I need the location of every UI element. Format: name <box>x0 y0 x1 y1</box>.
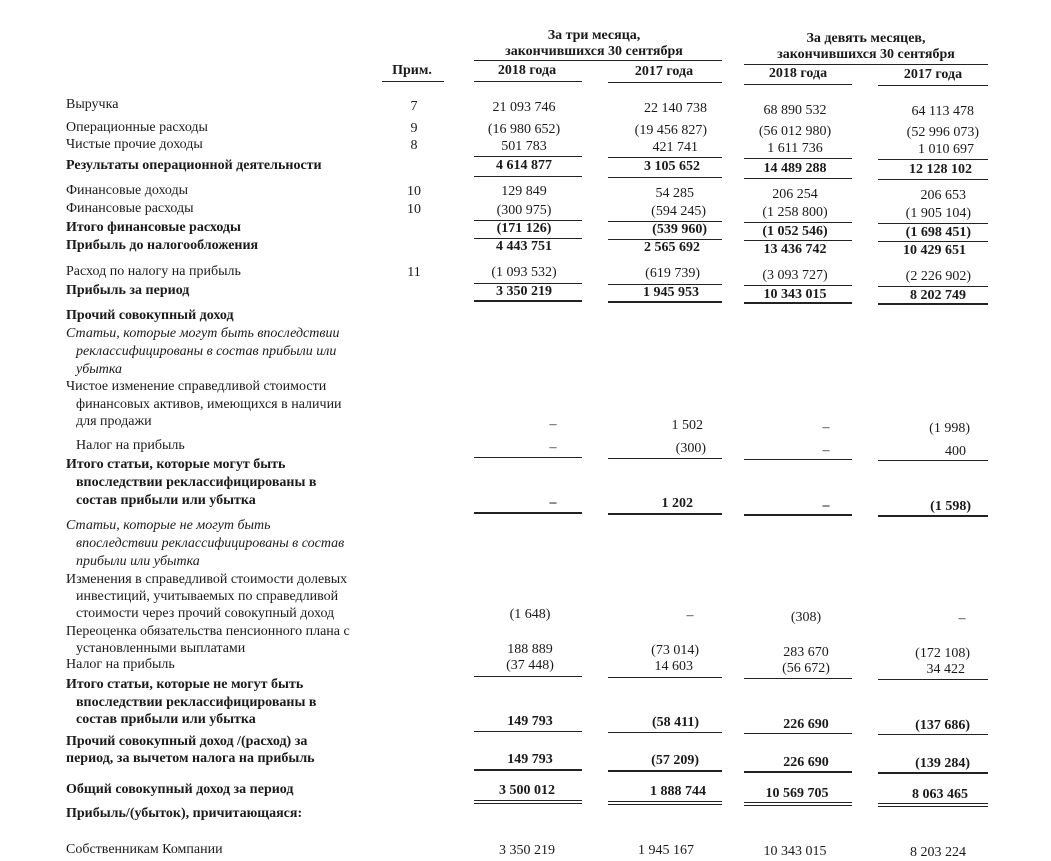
val-fin-total-2017-q: (539 960) <box>652 222 707 237</box>
rule-oci-net-bottom-q18 <box>474 769 582 771</box>
rule-nonreclass-total-q17 <box>608 677 722 678</box>
rule-reclass-total-bottom-q18 <box>474 512 582 514</box>
rule-op-result-bottom-q17 <box>608 177 722 178</box>
rule-op-result-9m17 <box>878 159 988 160</box>
header-three-months-line2: закончившихся 30 сентября <box>505 44 683 59</box>
header-underline-2017-9m <box>878 85 988 86</box>
rule-reclass-total-q17 <box>608 458 722 459</box>
val-fin-expense-2017-9m: (1 905 104) <box>905 206 971 221</box>
header-nine-months-line1: За девять месяцев, <box>806 31 926 46</box>
val-equity-fv-2018-9m: (308) <box>790 610 822 625</box>
val-fin-income-2018-9m: 206 254 <box>772 187 818 202</box>
val-total-ci-2018-q: 3 500 012 <box>499 783 555 798</box>
row-label-equity-fv-line1: Изменения в справедливой стоимости долевых <box>66 572 348 587</box>
val-equity-fv-2017-9m: – <box>958 611 966 626</box>
val-tax-2018-q: (1 093 532) <box>491 265 557 280</box>
val-total-ci-2018-9m: 10 569 705 <box>765 786 829 801</box>
rule-oci-net-9m17 <box>878 734 988 735</box>
header-underline-2018-q <box>474 81 582 82</box>
rule-reclass-total-q18 <box>474 457 582 458</box>
val-tax-afs-2018-q: – <box>549 440 557 455</box>
val-profit-2017-q: 1 945 953 <box>643 285 699 300</box>
val-fair-value-afs-2017-9m: (1 998) <box>929 421 970 436</box>
row-label-oci-net-line2: период, за вычетом налога на прибыль <box>66 751 315 766</box>
rule-reclass-total-bottom-9m17 <box>878 515 988 517</box>
row-label-op-result: Результаты операционной деятельности <box>66 158 322 173</box>
val-nonreclass-total-2017-9m: (137 686) <box>915 718 970 733</box>
row-label-reclass-total-line3: состав прибыли или убытка <box>76 493 256 508</box>
row-label-opex: Операционные расходы <box>66 120 208 135</box>
rule-nonreclass-total-q18 <box>474 676 582 677</box>
row-label-reclass-total-line1: Итого статьи, которые могут быть <box>66 457 286 472</box>
val-tax-nonreclass-2017-9m: 34 422 <box>926 662 965 677</box>
col-header-2017-9m: 2017 года <box>903 67 963 82</box>
rule-op-result-q18 <box>474 156 582 157</box>
val-tax-nonreclass-2018-9m: (56 672) <box>782 661 830 676</box>
row-label-tax-afs: Налог на прибыль <box>76 438 185 453</box>
val-fin-total-2017-9m: (1 698 451) <box>905 225 971 240</box>
rule-profit-bottom-9m17 <box>878 303 988 305</box>
val-total-ci-2017-q: 1 888 744 <box>650 784 706 799</box>
val-nonreclass-total-2018-q: 149 793 <box>507 714 553 729</box>
val-owners-2018-q: 3 350 219 <box>499 843 555 858</box>
row-label-fin-expense: Финансовые расходы <box>66 201 194 216</box>
row-label-other-income: Чистые прочие доходы <box>66 137 203 152</box>
val-pension-2017-9m: (172 108) <box>915 646 970 661</box>
row-label-reclass-total-line2: впоследствии реклассифицированы в <box>76 475 317 490</box>
rule-oci-net-bottom-q17 <box>608 770 722 772</box>
row-label-tax-nonreclass: Налог на прибыль <box>66 657 175 672</box>
val-tax-nonreclass-2018-q: (37 448) <box>506 658 554 673</box>
header-underline-2018-9m <box>744 84 852 85</box>
val-fin-income-2017-q: 54 285 <box>655 186 694 201</box>
val-fin-total-2018-q: (171 126) <box>496 221 552 236</box>
col-header-2017-q: 2017 года <box>634 64 694 79</box>
val-total-ci-2017-9m: 8 063 465 <box>912 787 968 802</box>
val-other-income-2018-q: 501 783 <box>501 139 547 154</box>
val-reclass-total-2018-q: – <box>549 495 557 510</box>
val-fin-income-2018-q: 129 849 <box>501 184 547 199</box>
val-opex-2018-q: (16 980 652) <box>487 122 561 137</box>
row-label-total-ci: Общий совокупный доход за период <box>66 782 294 797</box>
val-op-result-2018-9m: 14 489 288 <box>763 161 827 176</box>
val-fair-value-afs-2018-q: – <box>549 417 557 432</box>
val-fin-expense-2017-q: (594 245) <box>651 204 706 219</box>
rule-total-ci-a-9m18 <box>744 802 852 803</box>
val-fin-expense-2018-9m: (1 258 800) <box>762 205 828 220</box>
val-pension-2018-q: 188 889 <box>507 642 553 657</box>
val-owners-2017-9m: 8 203 224 <box>910 845 966 860</box>
row-label-pension-line2: установленными выплатами <box>76 641 246 656</box>
row-label-equity-fv-line3: стоимости через прочий совокупный доход <box>76 606 335 621</box>
val-op-result-2017-9m: 12 128 102 <box>909 162 972 177</box>
val-owners-2018-9m: 10 343 015 <box>763 844 827 859</box>
subsection-reclass-line3: убытка <box>76 362 123 377</box>
rule-nonreclass-total-9m17 <box>878 679 988 680</box>
section-title-attributable: Прибыль/(убыток), причитающаяся: <box>66 806 303 821</box>
rule-total-ci-a-9m17 <box>878 803 988 804</box>
rule-total-ci-b-q18 <box>474 803 582 804</box>
row-label-nonreclass-total-line3: состав прибыли или убытка <box>76 712 256 727</box>
val-fair-value-afs-2018-9m: – <box>822 420 830 435</box>
row-label-nonreclass-total-line2: впоследствии реклассифицированы в <box>76 695 317 710</box>
subsection-reclass-line2: реклассифицированы в состав прибыли или <box>76 344 337 359</box>
val-other-income-2017-q: 421 741 <box>652 140 698 155</box>
val-oci-net-2018-q: 149 793 <box>507 752 553 767</box>
val-tax-2017-9m: (2 226 902) <box>905 269 971 284</box>
rule-oci-net-bottom-9m18 <box>744 771 852 773</box>
row-label-fair-value-afs-line1: Чистое изменение справедливой стоимости <box>66 379 327 394</box>
header-rule-nine-months <box>744 64 988 65</box>
rule-pretax-9m17 <box>878 241 988 242</box>
row-label-owners: Собственникам Компании <box>66 842 223 857</box>
val-pension-2018-9m: 283 670 <box>783 645 829 660</box>
val-opex-2017-9m: (52 996 073) <box>906 125 979 140</box>
row-label-pension-line1: Переоценка обязательства пенсионного плана с <box>66 624 350 639</box>
rule-oci-net-9m18 <box>744 733 852 734</box>
val-oci-net-2018-9m: 226 690 <box>783 755 829 770</box>
val-profit-2018-q: 3 350 219 <box>496 284 552 299</box>
rule-profit-9m17 <box>878 286 988 287</box>
rule-fin-total-9m18 <box>744 222 852 223</box>
val-tax-afs-2018-9m: – <box>822 443 830 458</box>
rule-total-ci-a-q17 <box>608 801 722 802</box>
val-reclass-total-2017-q: 1 202 <box>661 496 693 511</box>
rule-op-result-bottom-q18 <box>474 176 582 177</box>
header-underline-2017-q <box>608 82 722 83</box>
val-fin-total-2018-9m: (1 052 546) <box>762 224 828 239</box>
val-nonreclass-total-2017-q: (58 411) <box>651 715 699 730</box>
rule-profit-bottom-9m18 <box>744 302 852 304</box>
rule-reclass-total-bottom-q17 <box>608 513 722 515</box>
row-label-equity-fv-line2: инвестиций, учитываемых по справедливой <box>76 589 339 604</box>
col-header-2018-9m: 2018 года <box>768 66 828 81</box>
rule-profit-bottom-q18 <box>474 300 582 302</box>
row-label-fair-value-afs-line3: для продажи <box>76 414 152 429</box>
val-fin-income-2017-9m: 206 653 <box>920 188 966 203</box>
val-pension-2017-q: (73 014) <box>651 643 699 658</box>
note-opex: 9 <box>410 121 418 136</box>
rule-oci-net-bottom-9m17 <box>878 772 988 774</box>
val-fin-expense-2018-q: (300 975) <box>496 203 552 218</box>
val-tax-nonreclass-2017-q: 14 603 <box>654 659 693 674</box>
subsection-nonreclass-line2: впоследствии реклассифицированы в состав <box>76 536 345 551</box>
rule-total-ci-a-q18 <box>474 800 582 801</box>
val-oci-net-2017-q: (57 209) <box>651 753 699 768</box>
section-title-oci: Прочий совокупный доход <box>66 308 234 323</box>
rule-reclass-total-bottom-9m18 <box>744 514 852 516</box>
val-profit-2018-9m: 10 343 015 <box>763 287 827 302</box>
val-oci-net-2017-9m: (139 284) <box>915 756 970 771</box>
row-label-oci-net-line1: Прочий совокупный доход /(расход) за <box>66 734 308 749</box>
row-label-profit: Прибыль за период <box>66 283 190 298</box>
val-tax-afs-2017-9m: 400 <box>945 444 966 459</box>
rule-nonreclass-total-9m18 <box>744 678 852 679</box>
row-label-nonreclass-total-line1: Итого статьи, которые не могут быть <box>66 677 304 692</box>
row-label-fin-income: Финансовые доходы <box>66 183 189 198</box>
rule-op-result-9m18 <box>744 158 852 159</box>
val-nonreclass-total-2018-9m: 226 690 <box>783 717 829 732</box>
note-fin-income: 10 <box>407 184 421 199</box>
col-header-2018-q: 2018 года <box>497 63 557 78</box>
val-other-income-2017-9m: 1 010 697 <box>918 142 974 157</box>
val-op-result-2017-q: 3 105 652 <box>644 159 700 174</box>
header-three-months-line1: За три месяца, <box>547 28 641 43</box>
rule-op-result-bottom-9m18 <box>744 178 852 179</box>
val-revenue-2017-9m: 64 113 478 <box>911 104 974 119</box>
val-revenue-2018-q: 21 093 746 <box>492 100 556 115</box>
val-reclass-total-2018-9m: – <box>822 498 830 513</box>
rule-oci-net-q18 <box>474 731 582 732</box>
val-tax-2017-q: (619 739) <box>645 266 700 281</box>
rule-profit-9m18 <box>744 285 852 286</box>
val-tax-2018-9m: (3 093 727) <box>762 268 828 283</box>
val-fair-value-afs-2017-q: 1 502 <box>671 418 703 433</box>
val-opex-2018-9m: (56 012 980) <box>758 124 832 139</box>
row-label-tax: Расход по налогу на прибыль <box>66 264 241 279</box>
subsection-reclass-line1: Статьи, которые могут быть впоследствии <box>66 326 340 341</box>
row-label-pretax: Прибыль до налогообложения <box>66 238 259 253</box>
val-pretax-2018-q: 4 443 751 <box>496 239 552 254</box>
row-label-fair-value-afs-line2: финансовых активов, имеющихся в наличии <box>76 397 342 412</box>
val-revenue-2018-9m: 68 890 532 <box>763 103 827 118</box>
subsection-nonreclass-line1: Статьи, которые не могут быть <box>66 518 271 533</box>
header-underline-note <box>382 81 444 82</box>
rule-reclass-total-9m18 <box>744 459 852 460</box>
rule-op-result-bottom-9m17 <box>878 179 988 180</box>
val-pretax-2017-9m: 10 429 651 <box>903 243 966 258</box>
row-label-revenue: Выручка <box>66 97 119 112</box>
row-label-fin-total: Итого финансовые расходы <box>66 220 241 235</box>
rule-reclass-total-9m17 <box>878 460 988 461</box>
val-revenue-2017-q: 22 140 738 <box>644 101 707 116</box>
rule-total-ci-b-9m18 <box>744 805 852 806</box>
note-tax: 11 <box>407 265 421 280</box>
val-profit-2017-9m: 8 202 749 <box>910 288 966 303</box>
header-rule-three-months <box>474 60 722 61</box>
note-fin-expense: 10 <box>407 202 421 217</box>
val-owners-2017-q: 1 945 167 <box>638 843 694 858</box>
rule-total-ci-b-9m17 <box>878 806 988 807</box>
rule-profit-bottom-q17 <box>608 301 722 303</box>
note-other-income: 8 <box>410 138 418 153</box>
rule-fin-total-9m17 <box>878 223 988 224</box>
val-equity-fv-2017-q: – <box>686 608 694 623</box>
val-tax-afs-2017-q: (300) <box>675 441 706 456</box>
rule-total-ci-b-q17 <box>608 804 722 805</box>
val-reclass-total-2017-9m: (1 598) <box>930 499 971 514</box>
val-pretax-2017-q: 2 565 692 <box>644 240 700 255</box>
header-nine-months-line2: закончившихся 30 сентября <box>777 47 955 62</box>
rule-op-result-q17 <box>608 157 722 158</box>
val-op-result-2018-q: 4 614 877 <box>496 158 552 173</box>
note-revenue: 7 <box>410 99 418 114</box>
subsection-nonreclass-line3: прибыли или убытка <box>76 554 200 569</box>
note-column-header: Прим. <box>392 63 432 78</box>
val-other-income-2018-9m: 1 611 736 <box>767 141 823 156</box>
val-pretax-2018-9m: 13 436 742 <box>763 242 827 257</box>
rule-pretax-9m18 <box>744 240 852 241</box>
rule-oci-net-q17 <box>608 732 722 733</box>
val-opex-2017-q: (19 456 827) <box>634 123 707 138</box>
val-equity-fv-2018-q: (1 648) <box>509 607 551 622</box>
